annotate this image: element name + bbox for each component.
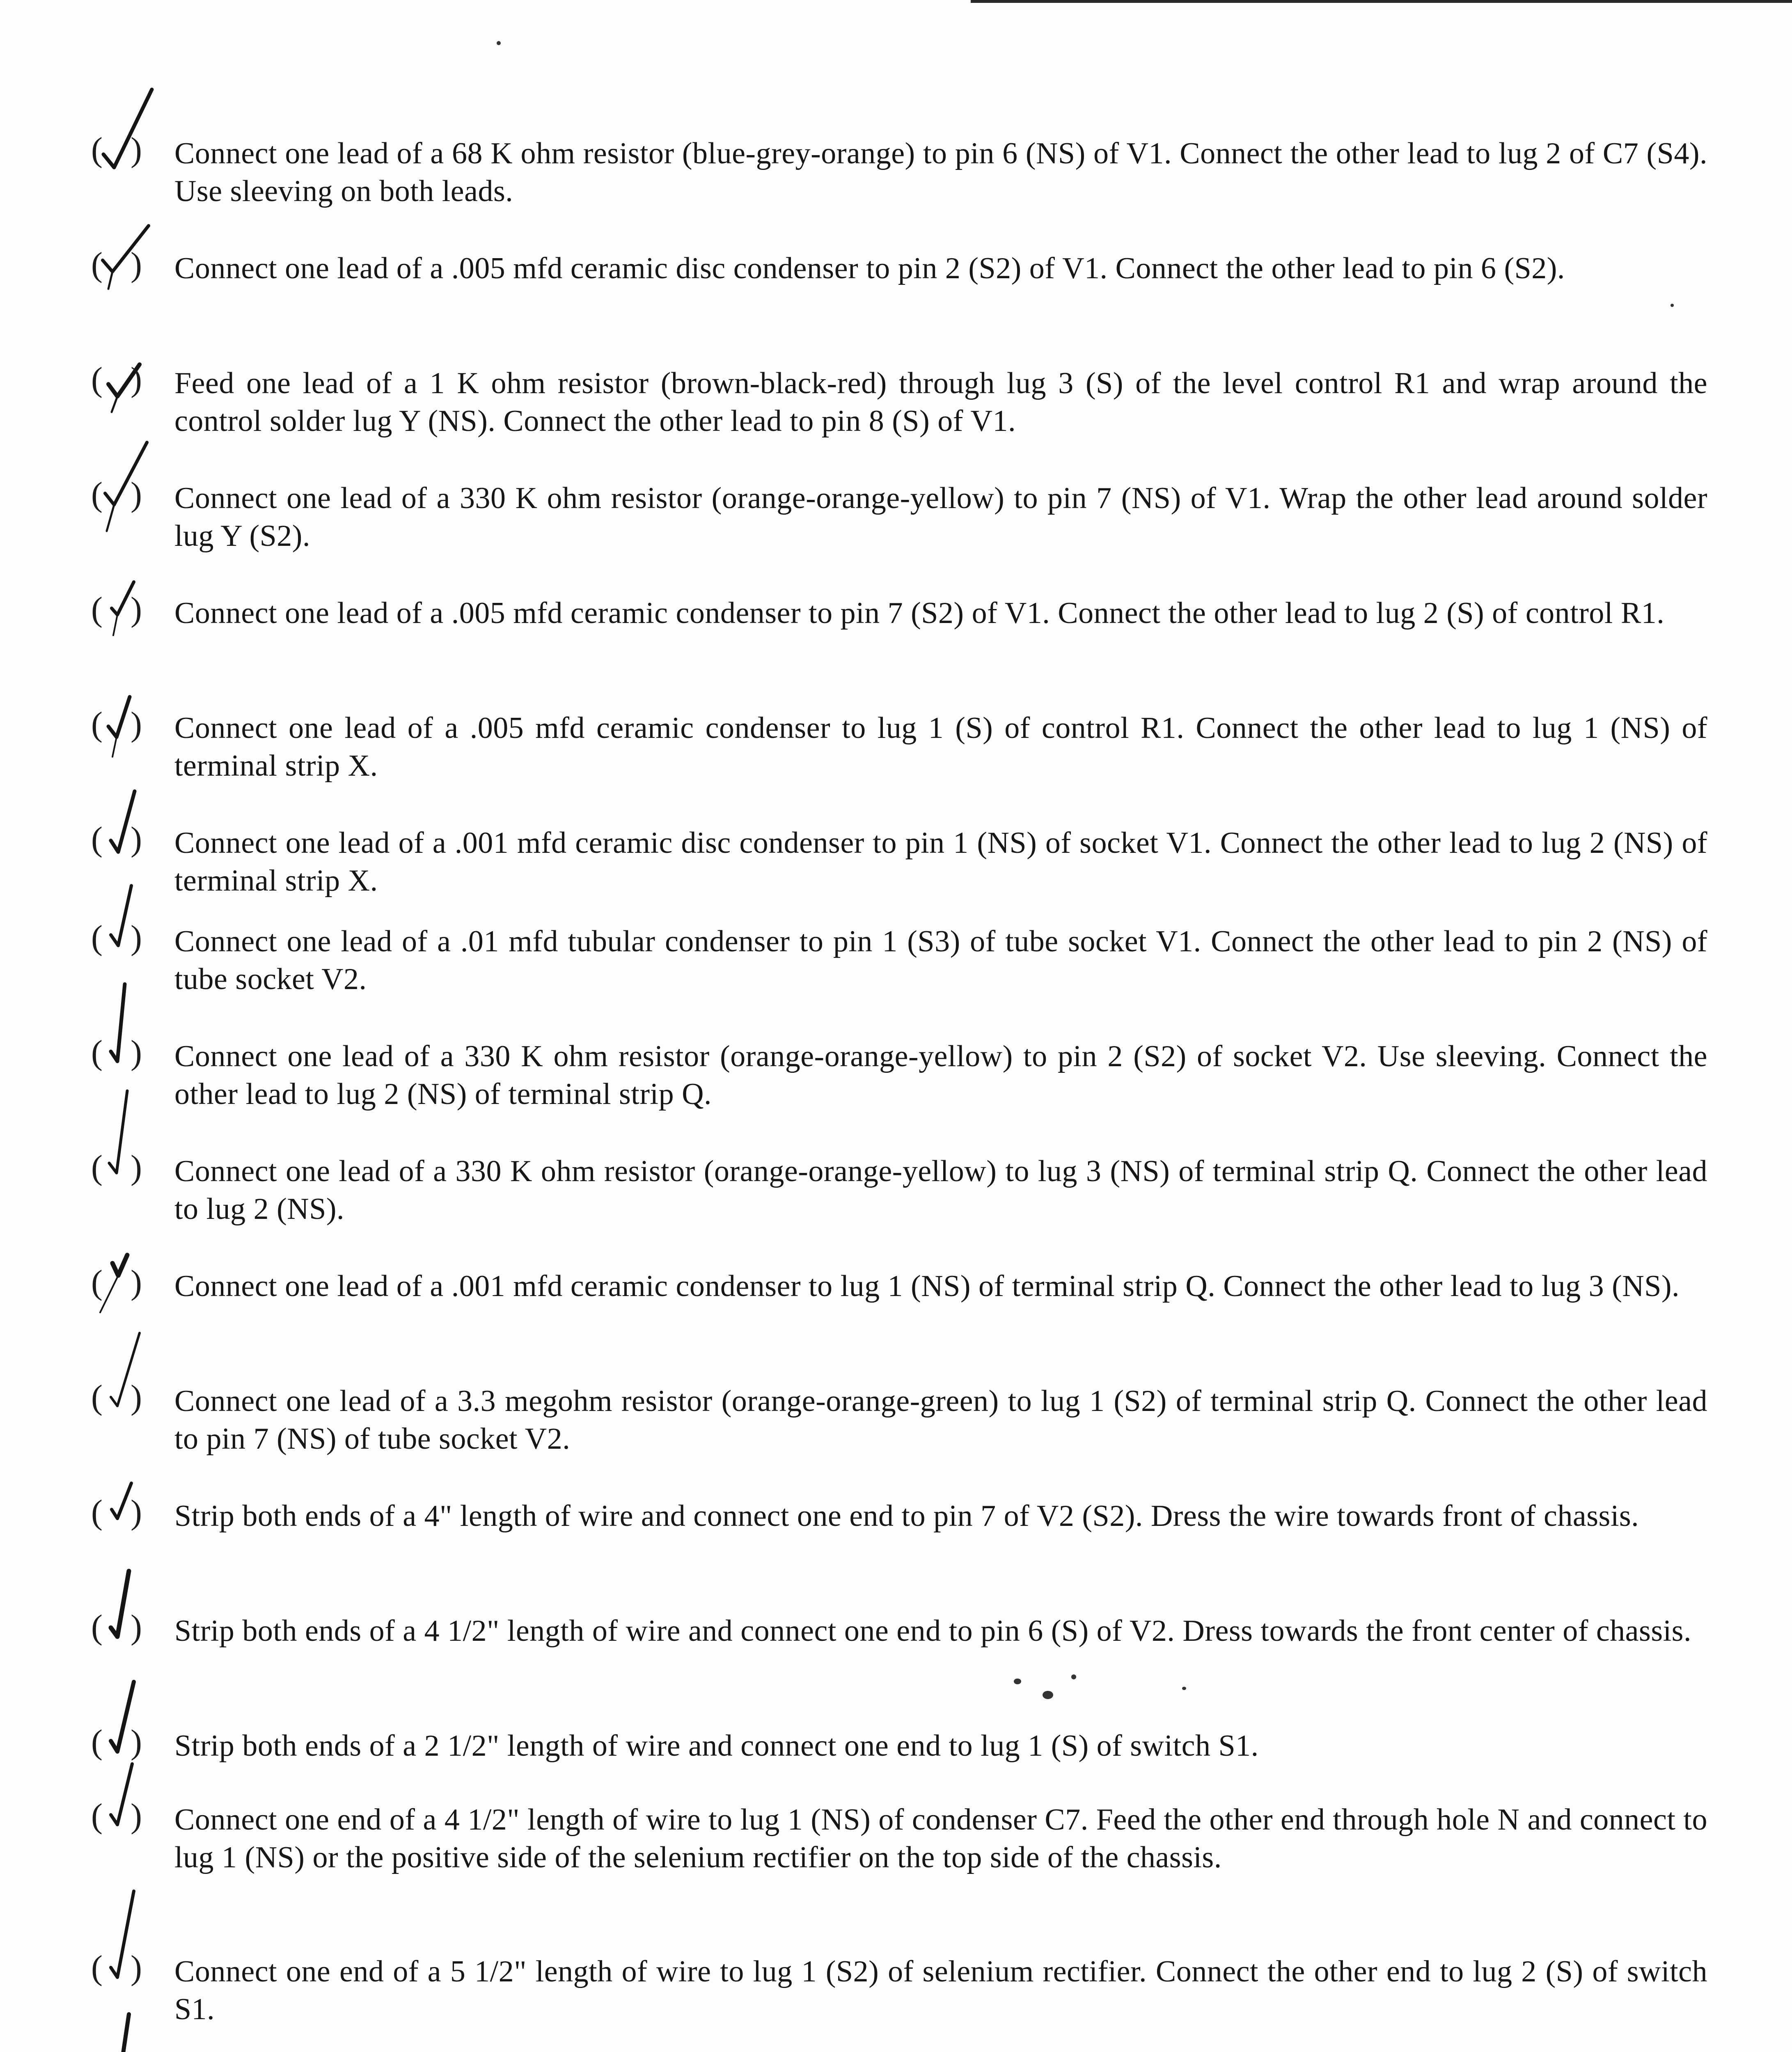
checkmark-icon xyxy=(94,1353,156,1427)
step-checkbox[interactable]: ( ) xyxy=(82,1148,168,1193)
step-checkbox[interactable]: ( ) xyxy=(82,918,168,964)
checkmark-icon xyxy=(94,795,156,869)
checkmark-icon xyxy=(94,1124,156,1198)
instruction-step xyxy=(82,245,1736,344)
checkmark-icon xyxy=(94,680,156,754)
step-checkbox[interactable]: ( ) xyxy=(82,245,168,291)
checkmark-icon xyxy=(94,451,156,524)
step-text: Connect one lead of a .005 mfd ceramic condenser to lug 1 (S) of control R1. Connect the other lead to lug 1 (NS) of terminal strip X. xyxy=(174,711,1707,783)
instruction-step xyxy=(82,1033,1736,1132)
step-text: Connect one lead of a .01 mfd tubular condenser to pin 1 (S3) of tube socket V1. Connect the other lead to pin 2 (NS) of tube socket V2. xyxy=(174,925,1707,996)
top-rule xyxy=(971,0,1792,3)
instruction-step xyxy=(82,820,1736,918)
step-text: Strip both ends of a 4" length of wire and connect one end to pin 7 of V2 (S2). Dress the wire towards front of chassis. xyxy=(174,1499,1639,1533)
scan-speck xyxy=(497,41,501,45)
step-text: Connect one lead of a .001 mfd ceramic condenser to lug 1 (NS) of terminal strip Q. Connect the other lead to lug 3 (NS). xyxy=(174,1269,1680,1303)
checkmark-icon xyxy=(94,106,156,180)
instruction-step xyxy=(82,1949,1736,2047)
instruction-step xyxy=(82,1608,1736,1706)
checkmark-icon xyxy=(94,1009,156,1083)
step-checkbox[interactable]: ( ) xyxy=(82,820,168,865)
checkmark-icon xyxy=(94,1698,156,1772)
step-text: Connect one lead of a 330 K ohm resistor (orange-orange-yellow) to pin 7 (NS) of V1. Wrap the other lead around solder lug Y (S2). xyxy=(174,481,1707,553)
instruction-step xyxy=(82,131,1736,229)
step-checkbox[interactable]: ( ) xyxy=(82,475,168,520)
step-text: Strip both ends of a 2 1/2" length of wire and connect one end to lug 1 (S) of switch S1. xyxy=(174,1729,1259,1763)
step-checkbox[interactable]: ( ) xyxy=(82,1033,168,1079)
checkmark-icon xyxy=(94,566,156,639)
checkmark-icon xyxy=(94,1468,156,1542)
checkmark-icon xyxy=(94,1924,156,1998)
checkmark-icon xyxy=(94,1239,156,1312)
instruction-step xyxy=(82,1797,1736,1895)
instruction-step xyxy=(82,590,1736,689)
instruction-step xyxy=(82,1148,1736,1247)
step-text: Connect one end of a 4 1/2" length of wire to lug 1 (NS) of condenser C7. Feed the other end through hole N and connect to lug 1 (NS) or the positive side of the selenium rectifier on the top side of the chassis. xyxy=(174,1803,1707,1874)
checkmark-icon xyxy=(94,894,156,968)
step-text: Connect one lead of a 330 K ohm resistor (orange-orange-yellow) to pin 2 (S2) of socket V2. Use sleeving. Connect the other lead to lug 2 (NS) of terminal strip Q. xyxy=(174,1040,1707,1111)
step-text: Connect one lead of a .005 mfd ceramic disc condenser to pin 2 (S2) of V1. Connect the other lead to pin 6 (S2). xyxy=(174,252,1565,285)
scan-speck xyxy=(1671,304,1674,307)
step-checkbox[interactable]: ( ) xyxy=(82,1949,168,1994)
step-text: Strip both ends of a 4 1/2" length of wire and connect one end to pin 6 (S) of V2. Dress towards the front center of chassis. xyxy=(174,1614,1691,1648)
checkmark-icon xyxy=(94,336,156,410)
step-checkbox[interactable]: ( ) xyxy=(82,705,168,750)
step-checkbox[interactable]: ( ) xyxy=(82,1263,168,1308)
step-checkbox[interactable]: ( ) xyxy=(82,1797,168,1842)
step-checkbox[interactable]: ( ) xyxy=(82,590,168,635)
step-text: Feed one lead of a 1 K ohm resistor (brown-black-red) through lug 3 (S) of the level control R1 and wrap around the control solder lug Y (NS). Connect the other lead to pin 8 (S) of V1. xyxy=(174,366,1707,438)
step-text: Connect one end of a 5 1/2" length of wire to lug 1 (S2) of selenium rectifier. Connect the other end to lug 2 (S) of switch S1. xyxy=(174,1955,1707,2026)
step-checkbox[interactable]: ( ) xyxy=(82,131,168,176)
step-checkbox[interactable]: ( ) xyxy=(82,1493,168,1538)
step-checkbox[interactable]: ( ) xyxy=(82,360,168,405)
checkmark-icon xyxy=(94,221,156,295)
scan-speck xyxy=(1071,1674,1076,1679)
checkmark-icon xyxy=(94,1772,156,1846)
step-text: Connect one lead of a .001 mfd ceramic disc condenser to pin 1 (NS) of socket V1. Connect the other lead to lug 2 (NS) of terminal strip X. xyxy=(174,826,1707,898)
step-checkbox[interactable]: ( ) xyxy=(82,1608,168,1653)
step-text: Connect one lead of a .005 mfd ceramic condenser to pin 7 (S2) of V1. Connect the other lead to lug 2 (S) of control R1. xyxy=(174,596,1665,630)
scan-speck xyxy=(1043,1691,1053,1699)
step-text: Connect one lead of a 3.3 megohm resistor (orange-orange-green) to lug 1 (S2) of terminal strip Q. Connect the other lead to pin 7 (NS) of tube socket V2. xyxy=(174,1384,1707,1456)
instruction-step xyxy=(82,1493,1736,1592)
step-text: Connect one lead of a 330 K ohm resistor (orange-orange-yellow) to lug 3 (NS) of terminal strip Q. Connect the other lead to lug 2 (NS). xyxy=(174,1154,1707,1226)
step-checkbox[interactable]: ( ) xyxy=(82,1378,168,1423)
step-checkbox[interactable]: ( ) xyxy=(82,1723,168,1768)
instruction-step xyxy=(82,705,1736,804)
scan-speck xyxy=(1182,1687,1186,1690)
instruction-step xyxy=(82,360,1736,459)
instruction-step xyxy=(82,1263,1736,1362)
checkmark-icon xyxy=(94,2039,156,2052)
instruction-step xyxy=(82,918,1736,1017)
scan-speck xyxy=(1014,1679,1021,1684)
checkmark-icon xyxy=(94,1583,156,1657)
instruction-step xyxy=(82,475,1736,574)
instruction-step xyxy=(82,1378,1736,1477)
step-text: Connect one lead of a 68 K ohm resistor (blue-grey-orange) to pin 6 (NS) of V1. Connect the other lead to lug 2 of C7 (S4). Use sleeving on both leads. xyxy=(174,137,1707,208)
